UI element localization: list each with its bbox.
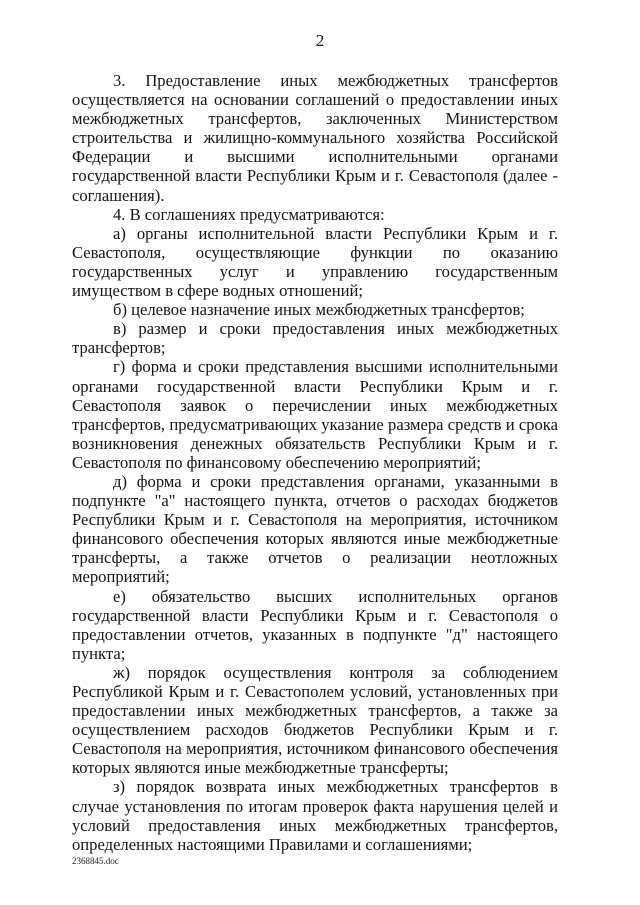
footer-doc-id: 2368845.doc: [72, 856, 119, 866]
subparagraph-b: б) целевое назначение иных межбюджетных трансфертов;: [113, 300, 525, 320]
subparagraph-v: в) размер и сроки предоставления иных межбюджетных трансфертов;: [72, 319, 558, 358]
subparagraph-a: а) органы исполнительной власти Республики Крым и г. Севастополя, осуществляющие функции по оказанию государственных услуг и управлению государственным имуществом в сфере водных отношений;: [72, 223, 558, 301]
subparagraph-d: д) форма и сроки представления органами, указанными в подпункте "а" настоящего пункта, отчетов о расходах бюджетов Республики Крым и г. Севастополя на мероприятия, источником финансового обеспечения которых являются иные межбюджетные трансферты, а также отчетов о реализации неотложных мероприятий;: [72, 471, 558, 587]
subparagraph-g: г) форма и сроки представления высшими исполнительными органами государственной власти Республики Крым и г. Севастополя заявок о перечислении иных межбюджетных трансфертов, предусматривающих указание размера средств и срока возникновения денежных обязательств Республики Крым и г. Севастополя по финансовому обеспечению мероприятий;: [72, 357, 558, 472]
paragraph-3: 3. Предоставление иных межбюджетных трансфертов осуществляется на основании соглашений о предоставлении иных межбюджетных трансфертов, заключенных Министерством строительства и жилищно-коммунального хозяйства Российской Федерации и высшими исполнительными органами государственной власти Республики Крым и г. Севастополя (далее - соглашения).: [72, 71, 558, 205]
document-body: [72, 71, 558, 854]
subparagraph-z: з) порядок возврата иных межбюджетных трансфертов в случае установления по итогам проверок факта нарушения целей и условий предоставления иных межбюджетных трансфертов, определенных настоящими Правилами и соглашениями;: [72, 777, 558, 854]
subparagraph-e: е) обязательство высших исполнительных органов государственной власти Республики Крым и г. Севастополя о предоставлении отчетов, указанных в подпункте "д" настоящего пункта;: [72, 586, 558, 663]
page-number: 2: [315, 31, 325, 50]
subparagraph-zh: ж) порядок осуществления контроля за соблюдением Республикой Крым и г. Севастополем условий, установленных при предоставлении иных межбюджетных трансфертов, а также за осуществлением расходов бюджетов Республики Крым и г. Севастополя на мероприятия, источником финансового обеспечения которых являются иные межбюджетные трансферты;: [72, 662, 558, 778]
paragraph-4: 4. В соглашениях предусматриваются:: [113, 204, 385, 224]
